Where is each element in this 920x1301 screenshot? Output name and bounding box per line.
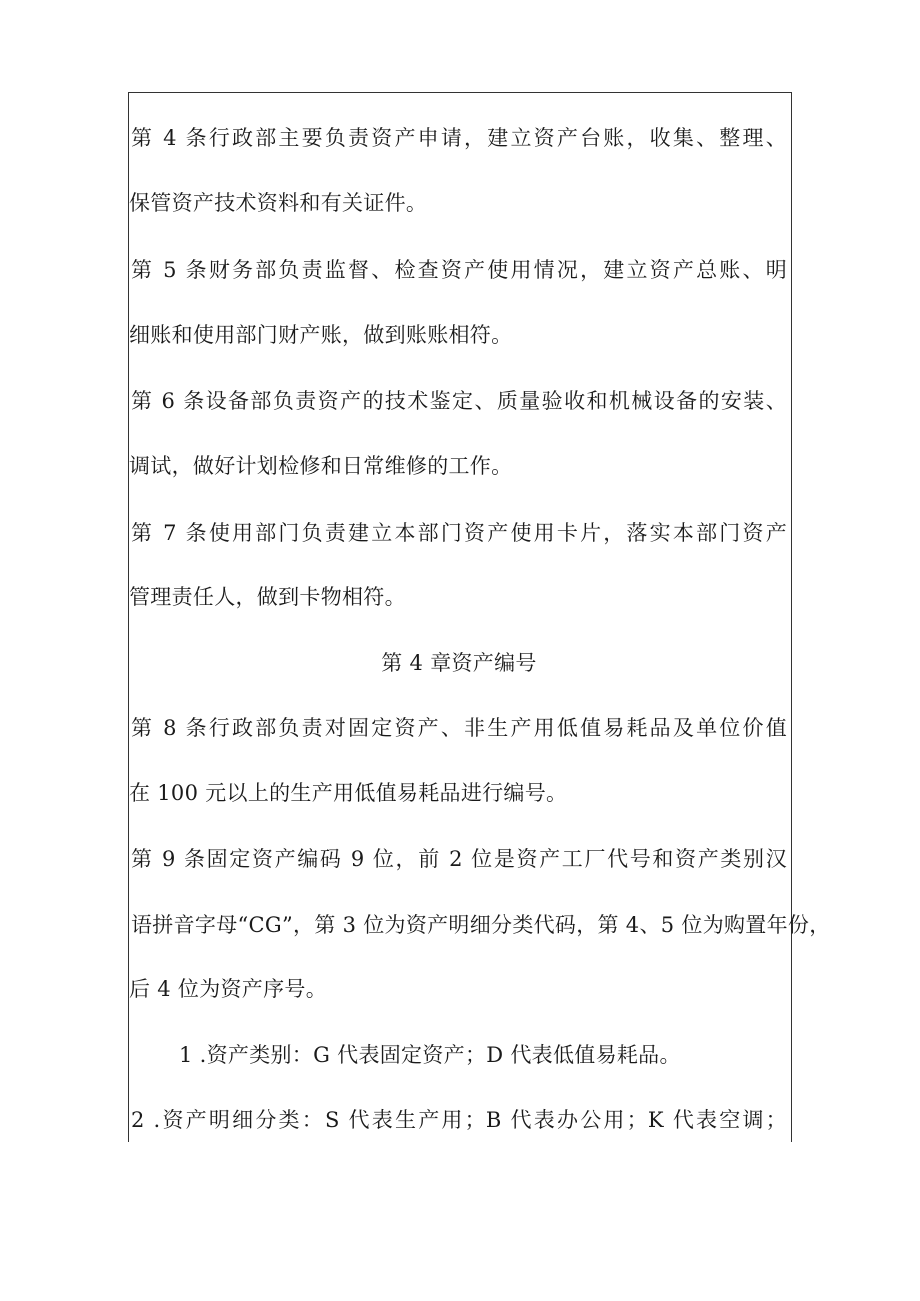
- article-8-line-1: 第 8 条行政部负责对固定资产、非生产用低值易耗品及单位价值: [131, 716, 787, 740]
- article-9-line-1: 第 9 条固定资产编码 9 位，前 2 位是资产工厂代号和资产类别汉: [131, 847, 787, 871]
- article-9-line-2: 语拼音字母“CG”，第 3 位为资产明细分类代码，第 4、5 位为购置年份，: [131, 913, 831, 937]
- article-4-line-1: 第 4 条行政部主要负责资产申请，建立资产台账，收集、整理、: [131, 126, 787, 150]
- article-7-line-2: 管理责任人，做到卡物相符。: [129, 585, 406, 609]
- list-item-2: 2 .资产明细分类：S 代表生产用；B 代表办公用；K 代表空调；: [131, 1108, 787, 1132]
- article-9-line-3: 后 4 位为资产序号。: [129, 977, 328, 1001]
- document-frame: [128, 92, 831, 1142]
- article-5-line-1: 第 5 条财务部负责监督、检查资产使用情况，建立资产总账、明: [131, 258, 787, 282]
- article-6-line-1: 第 6 条设备部负责资产的技术鉴定、质量验收和机械设备的安装、: [131, 389, 787, 413]
- article-6-line-2: 调试，做好计划检修和日常维修的工作。: [129, 454, 513, 478]
- list-item-1: 1 .资产类别：G 代表固定资产；D 代表低值易耗品。: [179, 1043, 681, 1067]
- article-7-line-1: 第 7 条使用部门负责建立本部门资产使用卡片，落实本部门资产: [131, 521, 787, 545]
- chapter-4-heading: 第 4 章资产编号: [381, 651, 537, 675]
- article-4-line-2: 保管资产技术资料和有关证件。: [129, 191, 428, 215]
- article-8-line-2: 在 100 元以上的生产用低值易耗品进行编号。: [129, 781, 568, 805]
- article-5-line-2: 细账和使用部门财产账，做到账账相符。: [129, 323, 513, 347]
